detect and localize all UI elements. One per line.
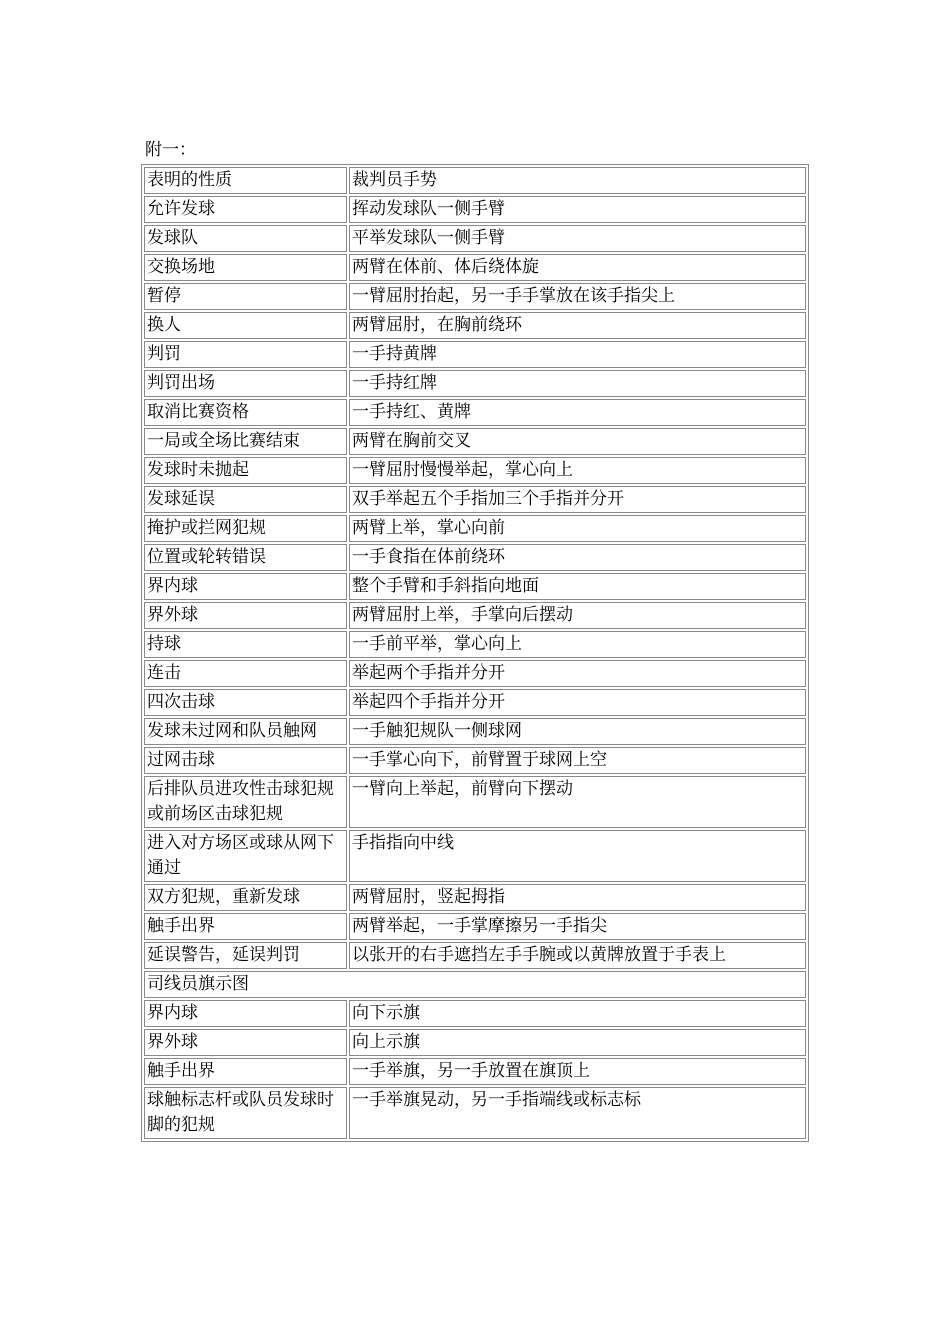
gesture-cell: 一臂屈肘慢慢举起，掌心向上 bbox=[349, 457, 806, 484]
gesture-cell: 一手食指在体前绕环 bbox=[349, 544, 806, 571]
table-row bbox=[144, 718, 806, 745]
nature-cell: 界外球 bbox=[144, 1029, 347, 1056]
nature-cell: 四次击球 bbox=[144, 689, 347, 716]
nature-cell: 球触标志杆或队员发球时脚的犯规 bbox=[144, 1087, 347, 1139]
gesture-cell: 一手触犯规队一侧球网 bbox=[349, 718, 806, 745]
table-row bbox=[144, 283, 806, 310]
page-caption: 附一： bbox=[145, 140, 196, 160]
gesture-cell: 两臂屈肘上举，手掌向后摆动 bbox=[349, 602, 806, 629]
table-row bbox=[144, 457, 806, 484]
nature-cell: 允许发球 bbox=[144, 196, 347, 223]
gesture-cell: 一手前平举，掌心向上 bbox=[349, 631, 806, 658]
nature-cell: 后排队员进攻性击球犯规或前场区击球犯规 bbox=[144, 776, 347, 828]
table-row bbox=[144, 830, 806, 882]
nature-cell: 过网击球 bbox=[144, 747, 347, 774]
gesture-cell: 向下示旗 bbox=[349, 1000, 806, 1027]
table-row bbox=[144, 254, 806, 281]
table-row bbox=[144, 942, 806, 969]
nature-cell: 发球队 bbox=[144, 225, 347, 252]
table-row bbox=[144, 573, 806, 600]
table-row bbox=[144, 1087, 806, 1139]
table-row bbox=[144, 1058, 806, 1085]
gesture-cell: 一手持黄牌 bbox=[349, 341, 806, 368]
linesman-section-title: 司线员旗示图 bbox=[144, 971, 806, 998]
nature-cell: 持球 bbox=[144, 631, 347, 658]
table-row bbox=[144, 428, 806, 455]
nature-cell: 连击 bbox=[144, 660, 347, 687]
table-row bbox=[144, 913, 806, 940]
nature-cell: 发球时未抛起 bbox=[144, 457, 347, 484]
table-row bbox=[144, 341, 806, 368]
table-header-row bbox=[144, 167, 806, 194]
nature-cell: 掩护或拦网犯规 bbox=[144, 515, 347, 542]
table-row bbox=[144, 312, 806, 339]
nature-cell: 发球未过网和队员触网 bbox=[144, 718, 347, 745]
nature-cell: 触手出界 bbox=[144, 1058, 347, 1085]
nature-cell: 双方犯规，重新发球 bbox=[144, 884, 347, 911]
gesture-cell: 一臂屈肘抬起，另一手手掌放在该手指尖上 bbox=[349, 283, 806, 310]
section-title-row bbox=[144, 971, 806, 998]
gesture-cell: 两臂屈肘，竖起拇指 bbox=[349, 884, 806, 911]
nature-cell: 界内球 bbox=[144, 1000, 347, 1027]
table-row bbox=[144, 486, 806, 513]
nature-cell: 延误警告，延误判罚 bbox=[144, 942, 347, 969]
gesture-cell: 一手持红牌 bbox=[349, 370, 806, 397]
gesture-cell: 一手掌心向下，前臂置于球网上空 bbox=[349, 747, 806, 774]
gesture-cell: 向上示旗 bbox=[349, 1029, 806, 1056]
gesture-cell: 平举发球队一侧手臂 bbox=[349, 225, 806, 252]
nature-cell: 位置或轮转错误 bbox=[144, 544, 347, 571]
gesture-cell: 两臂在胸前交叉 bbox=[349, 428, 806, 455]
gesture-cell: 一手举旗，另一手放置在旗顶上 bbox=[349, 1058, 806, 1085]
table-row bbox=[144, 747, 806, 774]
gesture-cell: 两臂上举，掌心向前 bbox=[349, 515, 806, 542]
gesture-cell: 挥动发球队一侧手臂 bbox=[349, 196, 806, 223]
gesture-cell: 双手举起五个手指加三个手指并分开 bbox=[349, 486, 806, 513]
signals-table bbox=[141, 164, 809, 1142]
gesture-cell: 手指指向中线 bbox=[349, 830, 806, 882]
gesture-cell: 两臂举起，一手掌摩擦另一手指尖 bbox=[349, 913, 806, 940]
gesture-cell: 一臂向上举起，前臂向下摆动 bbox=[349, 776, 806, 828]
nature-cell: 换人 bbox=[144, 312, 347, 339]
table-row bbox=[144, 1000, 806, 1027]
gesture-cell: 以张开的右手遮挡左手手腕或以黄牌放置于手表上 bbox=[349, 942, 806, 969]
nature-cell: 界外球 bbox=[144, 602, 347, 629]
table-row bbox=[144, 196, 806, 223]
gesture-cell: 整个手臂和手斜指向地面 bbox=[349, 573, 806, 600]
table-row bbox=[144, 884, 806, 911]
gesture-cell: 两臂屈肘，在胸前绕环 bbox=[349, 312, 806, 339]
nature-cell: 交换场地 bbox=[144, 254, 347, 281]
gesture-cell: 举起两个手指并分开 bbox=[349, 660, 806, 687]
table-row bbox=[144, 631, 806, 658]
table-row bbox=[144, 776, 806, 828]
table-row bbox=[144, 602, 806, 629]
nature-cell: 暂停 bbox=[144, 283, 347, 310]
table-row bbox=[144, 225, 806, 252]
nature-cell: 界内球 bbox=[144, 573, 347, 600]
table-row bbox=[144, 1029, 806, 1056]
table-row bbox=[144, 544, 806, 571]
nature-cell: 发球延误 bbox=[144, 486, 347, 513]
table-row bbox=[144, 660, 806, 687]
nature-cell: 判罚 bbox=[144, 341, 347, 368]
table-row bbox=[144, 399, 806, 426]
nature-cell: 进入对方场区或球从网下通过 bbox=[144, 830, 347, 882]
header-nature: 表明的性质 bbox=[144, 167, 347, 194]
gesture-cell: 一手举旗晃动，另一手指端线或标志标 bbox=[349, 1087, 806, 1139]
gesture-cell: 两臂在体前、体后绕体旋 bbox=[349, 254, 806, 281]
table-row bbox=[144, 689, 806, 716]
gesture-cell: 一手持红、黄牌 bbox=[349, 399, 806, 426]
header-gesture: 裁判员手势 bbox=[349, 167, 806, 194]
table-row bbox=[144, 515, 806, 542]
nature-cell: 判罚出场 bbox=[144, 370, 347, 397]
nature-cell: 触手出界 bbox=[144, 913, 347, 940]
gesture-cell: 举起四个手指并分开 bbox=[349, 689, 806, 716]
nature-cell: 一局或全场比赛结束 bbox=[144, 428, 347, 455]
nature-cell: 取消比赛资格 bbox=[144, 399, 347, 426]
table-row bbox=[144, 370, 806, 397]
